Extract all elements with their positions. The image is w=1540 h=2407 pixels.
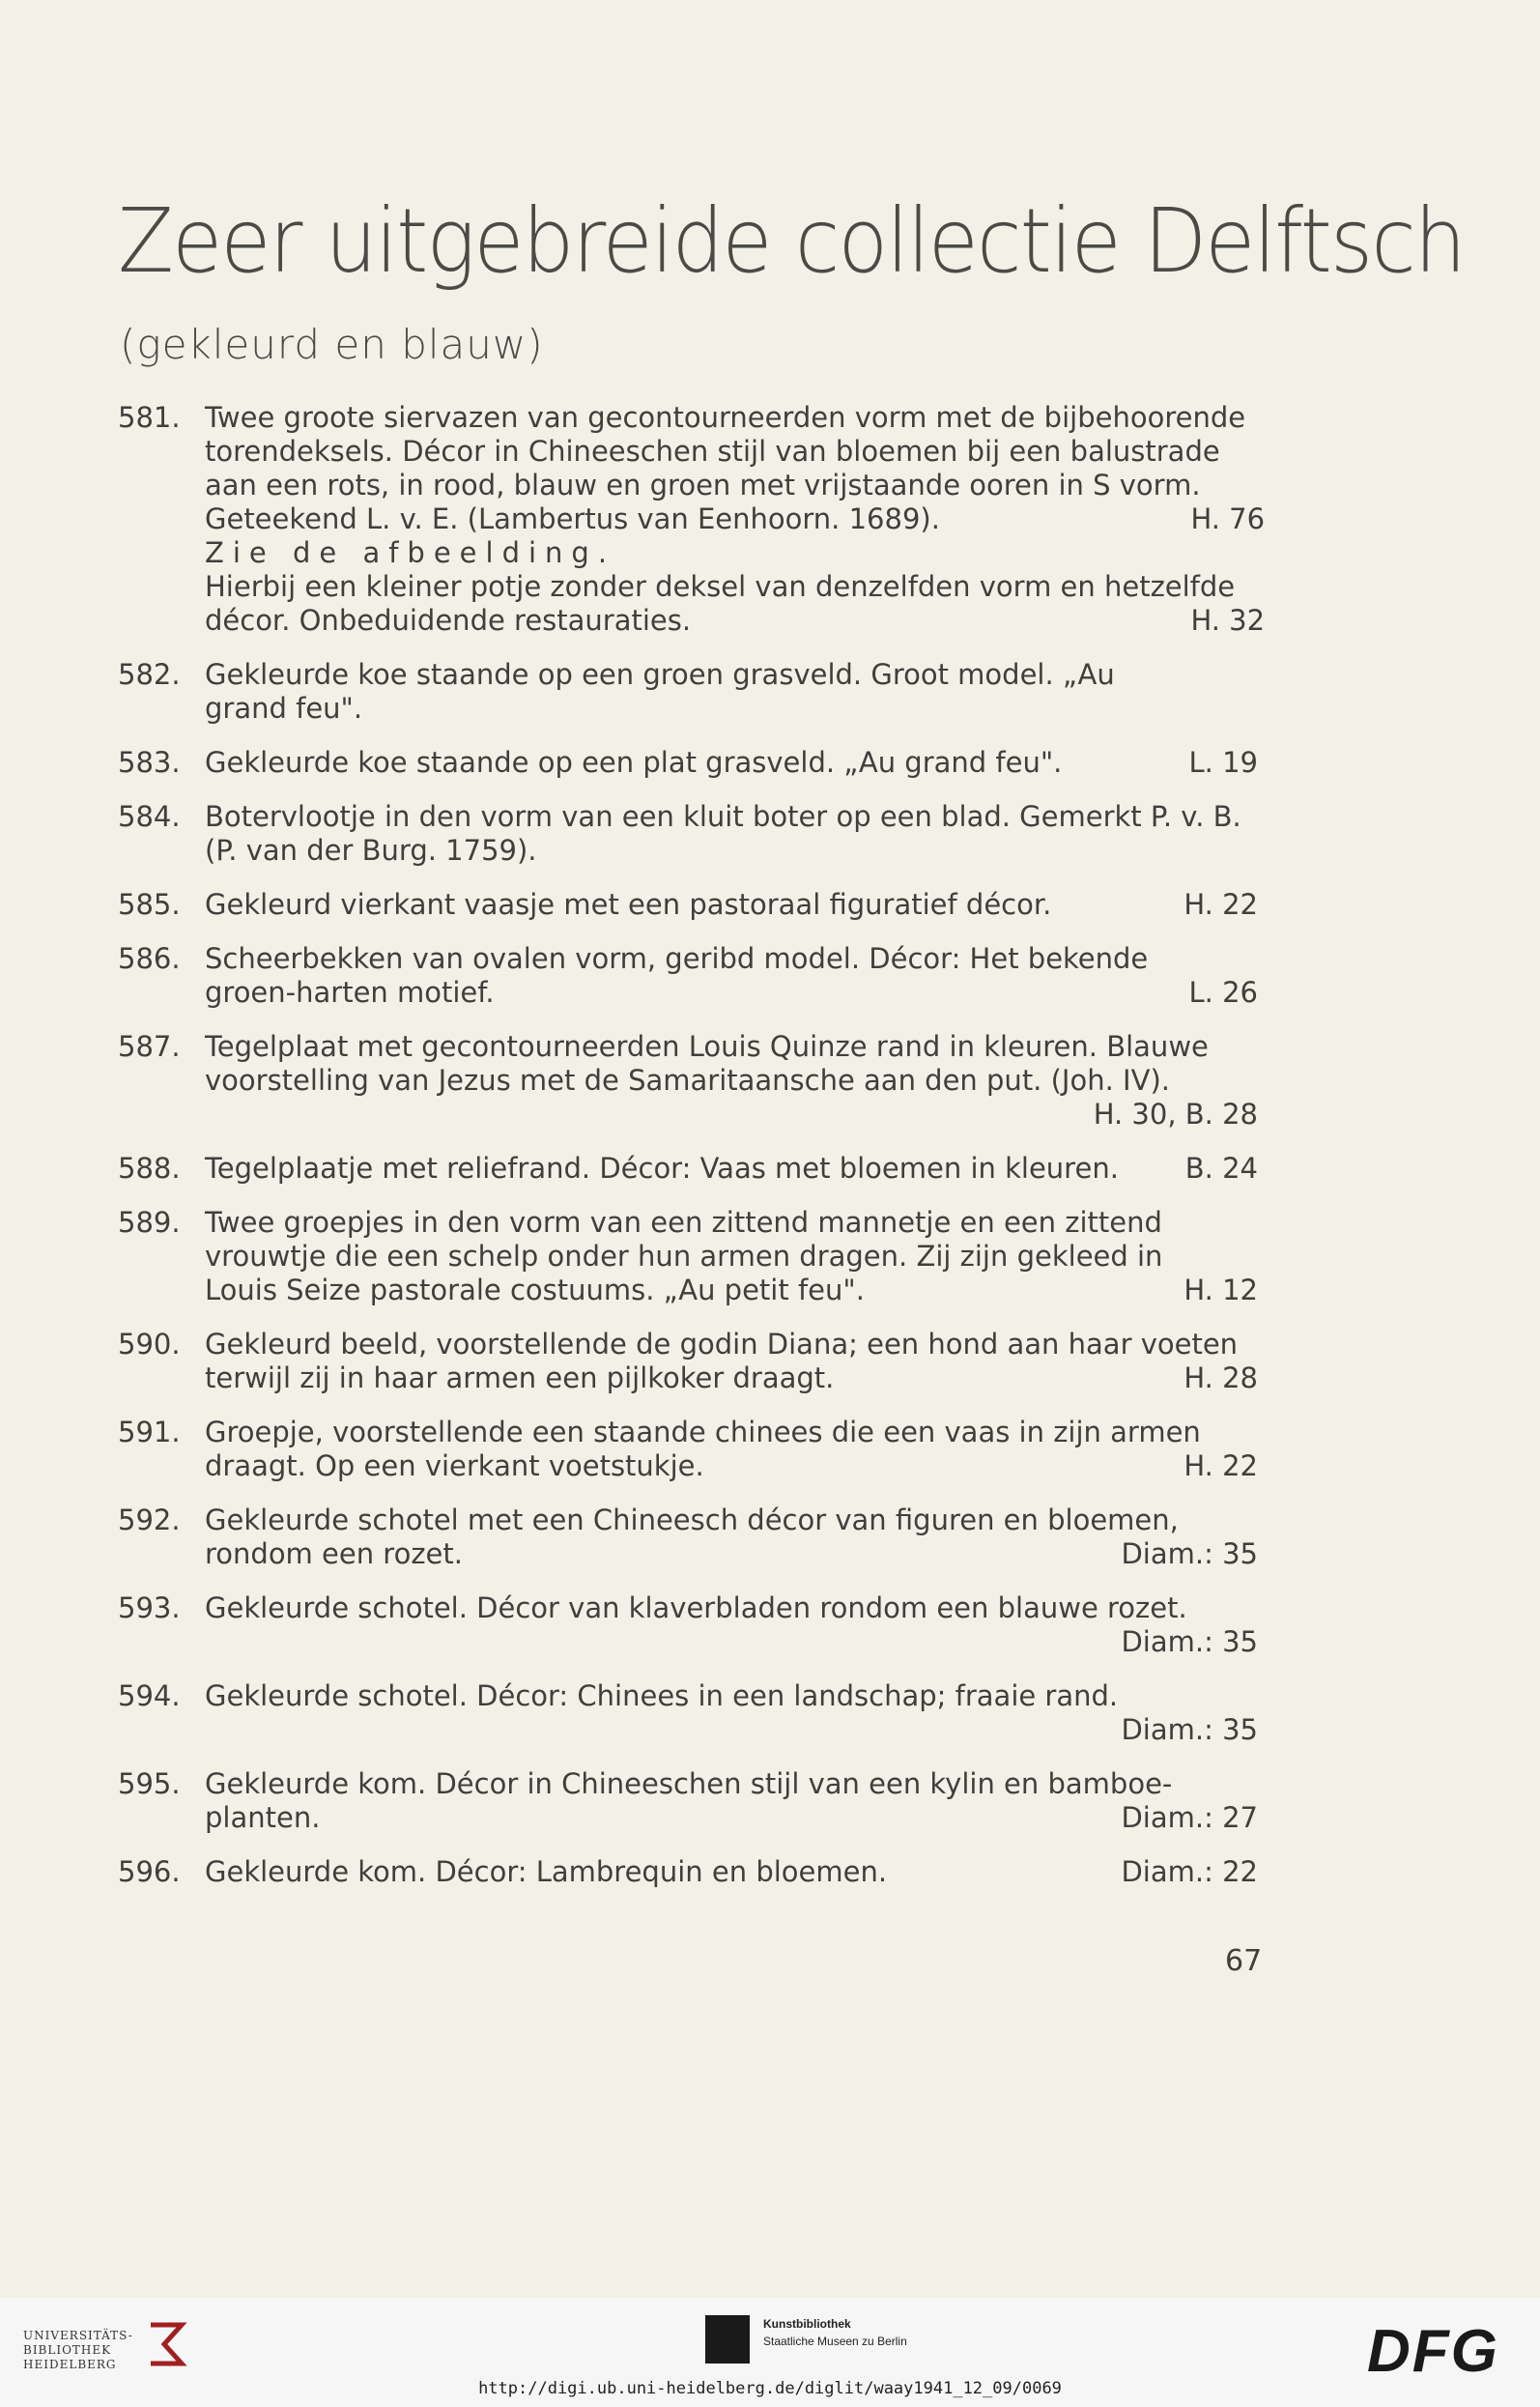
entry-measure	[1241, 834, 1261, 868]
catalogue-entry	[118, 1591, 1258, 1659]
entry-text: voorstelling van Jezus met de Samaritaansche aan den put. (Joh. IV).	[205, 1064, 1170, 1097]
entry-body	[205, 1679, 1258, 1747]
entry-measure	[1241, 800, 1261, 834]
entry-measure	[1245, 536, 1265, 570]
entry-body	[205, 888, 1258, 922]
entry-number: 593.	[118, 1591, 181, 1624]
entry-body	[205, 658, 1258, 726]
entry-number: 586.	[118, 942, 181, 975]
entry-measure	[1245, 469, 1265, 502]
entry-text: Botervlootje in den vorm van een kluit boter op een blad. Gemerkt P. v. B.	[205, 800, 1241, 833]
entry-line	[205, 1679, 1258, 1713]
entry-measure: L. 26	[1188, 976, 1258, 1009]
entry-measure: Diam.: 35	[1121, 1713, 1258, 1746]
entry-body	[205, 1591, 1258, 1659]
kunstbibliothek-logo-icon	[705, 2315, 750, 2364]
entry-measure: Diam.: 27	[1121, 1801, 1258, 1834]
entry-body	[205, 1328, 1258, 1395]
entry-line	[205, 746, 1258, 780]
entry-line	[205, 1449, 1258, 1483]
entry-line	[205, 658, 1258, 692]
entry-text: Tegelplaatje met reliefrand. Décor: Vaas met bloemen in kleuren.	[205, 1152, 1119, 1185]
entry-line	[205, 834, 1261, 868]
catalogue-entry	[118, 1767, 1258, 1835]
kb-title: Kunstbibliothek	[763, 2317, 851, 2331]
ub-heidelberg-logo-text[interactable]	[23, 2329, 133, 2372]
entry-line	[205, 888, 1258, 922]
entry-text: Gekleurde schotel met een Chineesch décor van figuren en bloemen,	[205, 1504, 1179, 1536]
entry-measure	[1239, 1240, 1258, 1274]
entry-measure	[1239, 1206, 1258, 1240]
entry-number: 589.	[118, 1206, 181, 1239]
catalogue-entry	[118, 1030, 1258, 1132]
entry-measure	[1245, 435, 1265, 469]
entry-text: torendeksels. Décor in Chineeschen stijl van bloemen bij een balustrade	[205, 435, 1220, 468]
entry-measure: H. 30, B. 28	[1093, 1098, 1258, 1131]
entry-measure: H. 76	[1190, 502, 1266, 535]
entry-measure	[1239, 1064, 1258, 1098]
entry-measure: H. 28	[1184, 1361, 1258, 1394]
entry-number: 587.	[118, 1030, 181, 1063]
entry-measure	[1239, 658, 1258, 692]
entry-line	[205, 1152, 1258, 1186]
page-subtitle: (gekleurd en blauw)	[120, 321, 544, 368]
catalogue-entry	[118, 1679, 1258, 1747]
entry-body	[205, 1206, 1258, 1307]
entry-number: 592.	[118, 1504, 181, 1536]
entry-measure: Diam.: 22	[1121, 1855, 1258, 1888]
entry-line	[205, 800, 1261, 834]
entry-text: terwijl zij in haar armen een pijlkoker draagt.	[205, 1361, 835, 1394]
entry-number: 581.	[118, 401, 181, 434]
entry-text: Gekleurd beeld, voorstellende de godin Diana; een hond aan haar voeten	[205, 1328, 1239, 1361]
entry-line	[205, 502, 1265, 536]
ub-line1: UNIVERSITÄTS-	[23, 2329, 133, 2342]
entry-text: grand feu".	[205, 692, 363, 725]
entry-measure	[1239, 1504, 1258, 1537]
catalogue-entry	[118, 888, 1258, 922]
entry-line	[205, 536, 1265, 570]
entry-text: Hierbij een kleiner potje zonder deksel van denzelfden vorm en hetzelfde	[205, 570, 1236, 603]
entry-number: 583.	[118, 746, 181, 779]
entry-measure: H. 22	[1184, 1449, 1258, 1482]
entry-line	[205, 1206, 1258, 1240]
entry-line	[205, 1240, 1258, 1274]
entry-text: Gekleurde schotel. Décor van klaverbladen rondom een blauwe rozet.	[205, 1591, 1187, 1624]
entry-measure	[1245, 570, 1265, 604]
entry-text: vrouwtje die een schelp onder hun armen dragen. Zij zijn gekleed in	[205, 1240, 1163, 1273]
catalogue-entry	[118, 1206, 1258, 1307]
entry-line	[205, 1274, 1258, 1307]
catalogue-entry	[118, 1504, 1258, 1571]
entry-line	[205, 692, 1258, 726]
entry-text: groen-harten motief.	[205, 976, 495, 1009]
entry-measure	[1245, 401, 1265, 435]
entry-measure: L. 19	[1188, 746, 1258, 779]
entry-line	[205, 401, 1265, 435]
entry-number: 590.	[118, 1328, 181, 1361]
entry-number: 595.	[118, 1767, 181, 1800]
entry-measure: H. 12	[1184, 1274, 1258, 1306]
entry-number: 588.	[118, 1152, 181, 1185]
kunstbibliothek-logo-text[interactable]	[763, 2315, 907, 2350]
entry-measure	[1239, 942, 1258, 976]
entry-measure	[1239, 1767, 1258, 1801]
entry-line	[205, 435, 1265, 469]
entry-number: 594.	[118, 1679, 181, 1712]
entry-body	[205, 1767, 1258, 1835]
entry-text: aan een rots, in rood, blauw en groen met vrijstaande ooren in S vorm.	[205, 469, 1201, 501]
entry-line	[205, 1030, 1258, 1064]
entry-text: Gekleurde kom. Décor in Chineeschen stijl van een kylin en bamboe-	[205, 1767, 1173, 1800]
entry-measure: Diam.: 35	[1121, 1537, 1258, 1570]
entry-text: Scheerbekken van ovalen vorm, geribd model. Décor: Het bekende	[205, 942, 1149, 975]
catalogue-entry	[118, 746, 1258, 780]
entry-body	[205, 1416, 1258, 1483]
entry-line	[205, 1801, 1258, 1835]
entry-text: Tegelplaat met gecontourneerden Louis Quinze rand in kleuren. Blauwe	[205, 1030, 1209, 1063]
page-title: Zeer uitgebreide collectie Delftsch	[118, 189, 1465, 293]
entry-text: Gekleurde schotel. Décor: Chinees in een landschap; fraaie rand.	[205, 1679, 1119, 1712]
entry-body	[205, 1504, 1258, 1571]
ub-line2: BIBLIOTHEK	[23, 2343, 112, 2357]
entry-line	[205, 1537, 1258, 1571]
entry-line	[205, 1064, 1258, 1098]
entry-measure: H. 22	[1184, 888, 1258, 921]
entry-text: Geteekend L. v. E. (Lambertus van Eenhoorn. 1689).	[205, 502, 940, 535]
entry-measure	[1239, 1679, 1258, 1713]
entry-text: Gekleurd vierkant vaasje met een pastoraal figuratief décor.	[205, 888, 1052, 921]
entry-body	[205, 401, 1265, 638]
entry-text: Gekleurde koe staande op een plat grasveld. „Au grand feu".	[205, 746, 1063, 779]
entry-text: Twee groote siervazen van gecontourneerden vorm met de bijbehoorende	[205, 401, 1246, 434]
ub-line3: HEIDELBERG	[23, 2358, 117, 2371]
entry-number: 582.	[118, 658, 181, 691]
entry-line	[205, 1625, 1258, 1659]
catalogue-entry	[118, 401, 1266, 638]
entry-number: 596.	[118, 1855, 181, 1888]
entry-text: rondom een rozet.	[205, 1537, 463, 1570]
entry-body	[205, 1030, 1258, 1132]
entry-body	[205, 746, 1258, 780]
entry-line	[205, 1328, 1258, 1361]
entry-text: Groepje, voorstellende een staande chinees die een vaas in zijn armen	[205, 1416, 1201, 1448]
entry-line	[205, 1713, 1258, 1747]
entry-measure	[1239, 1030, 1258, 1064]
entry-number: 584.	[118, 800, 181, 833]
entry-text: Louis Seize pastorale costuums. „Au petit feu".	[205, 1274, 865, 1306]
catalogue-entry	[118, 800, 1258, 868]
entry-text: Zie de afbeelding.	[205, 536, 616, 569]
entry-body	[205, 800, 1261, 868]
entry-text: décor. Onbeduidende restauraties.	[205, 604, 692, 637]
entry-line	[205, 1767, 1258, 1801]
catalogue-entry	[118, 1328, 1258, 1395]
catalogue-entry	[118, 942, 1258, 1010]
entry-line	[205, 1416, 1258, 1449]
entry-line	[205, 1591, 1258, 1625]
entry-number: 585.	[118, 888, 181, 921]
entry-text: planten.	[205, 1801, 321, 1834]
entry-measure: H. 32	[1190, 604, 1266, 637]
entry-line	[205, 469, 1265, 502]
entry-line	[205, 976, 1258, 1010]
entry-number: 591.	[118, 1416, 181, 1448]
entry-text: Gekleurde koe staande op een groen grasveld. Groot model. „Au	[205, 658, 1115, 691]
entry-measure: Diam.: 35	[1121, 1625, 1258, 1658]
entry-measure	[1239, 1328, 1258, 1361]
catalogue-entry	[118, 1416, 1258, 1483]
entry-measure	[1239, 1416, 1258, 1449]
entry-text: (P. van der Burg. 1759).	[205, 834, 537, 867]
entry-line	[205, 1504, 1258, 1537]
catalogue-entry	[118, 1855, 1258, 1889]
entry-body	[205, 942, 1258, 1010]
entry-line	[205, 1098, 1258, 1132]
dfg-logo[interactable]: DFG	[1367, 2318, 1499, 2385]
permalink-url[interactable]: http://digi.ub.uni-heidelberg.de/diglit/waay1941_12_09/0069	[478, 2379, 1062, 2398]
entry-measure	[1239, 1591, 1258, 1625]
catalogue-entry	[118, 658, 1258, 726]
entry-measure	[1239, 692, 1258, 726]
kb-subtitle: Staatliche Museen zu Berlin	[763, 2335, 907, 2348]
entry-line	[205, 942, 1258, 976]
entry-measure: B. 24	[1184, 1152, 1258, 1185]
entry-line	[205, 570, 1265, 604]
ub-heidelberg-logo-icon	[145, 2319, 187, 2369]
page-number: 67	[1225, 1944, 1263, 1978]
entry-line	[205, 604, 1265, 638]
entry-line	[205, 1855, 1258, 1889]
catalogue-entry	[118, 1152, 1258, 1186]
entry-text: draagt. Op een vierkant voetstukje.	[205, 1449, 704, 1482]
entry-body	[205, 1855, 1258, 1889]
entry-body	[205, 1152, 1258, 1186]
entry-line	[205, 1361, 1258, 1395]
entry-text: Twee groepjes in den vorm van een zittend mannetje en een zittend	[205, 1206, 1162, 1239]
entry-list	[118, 401, 1266, 1909]
entry-text: Gekleurde kom. Décor: Lambrequin en bloemen.	[205, 1855, 888, 1888]
